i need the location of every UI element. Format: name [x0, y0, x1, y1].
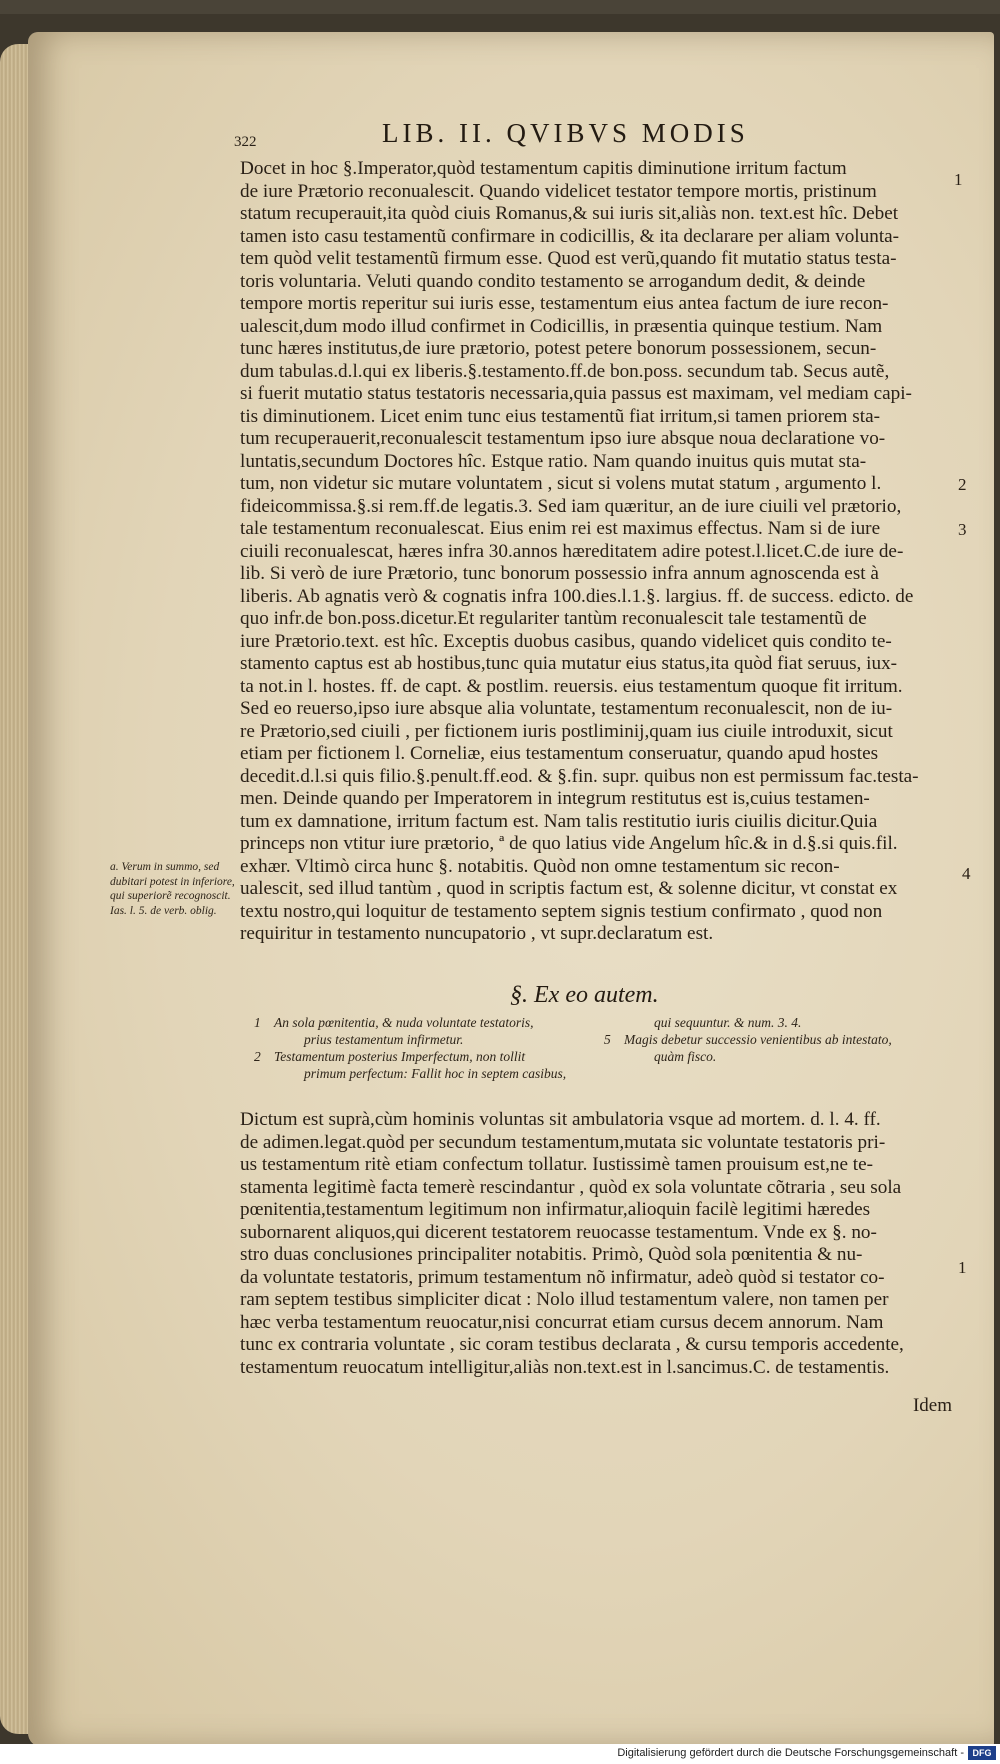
text-line: ta not.in l. hostes. ff. de capt. & postlim. reuersis. eius testamentum quoque fit irritum. [240, 675, 903, 697]
text-line: subornarent aliquos,qui dicerent testatorem reuocasse testamentum. Vnde ex §. no- [240, 1221, 877, 1243]
text-line: luntatis,secundum Doctores hîc. Estque ratio. Nam quando inuitus quis mutat sta- [240, 450, 867, 472]
text-line: liberis. Ab agnatis verò & cognatis infra 100.dies.l.1.§. largius. ff. de success. edicto. de [240, 585, 914, 607]
text-line: lib. Si verò de iure Prætorio, tunc bonorum possessio infra annum agnoscenda est à [240, 563, 879, 584]
text-line: quo infr.de bon.poss.dicetur.Et regulariter tantùm reconualescit tale testamentũ de [240, 608, 867, 629]
text-line: ualescit, sed illud tantùm , quod in scriptis factum est, & solenne dicitur, vt constat ex [240, 878, 898, 899]
text-line: stamento captus est ab hostibus,tunc quia mutatur eius status,ita quòd fiat seruus, iux- [240, 653, 898, 674]
page-number: 322 [234, 134, 257, 150]
section-summary [254, 1014, 954, 1094]
summary-item-text: Testamentum posterius Imperfectum, non tollit [274, 1049, 526, 1064]
summary-item [604, 1031, 954, 1065]
text-line: decedit.d.l.si quis filio.§.penult.ff.eod. & §.fin. supr. quibus non est permissum fac.testa- [240, 765, 919, 787]
summary-item-number: 5 [604, 1032, 611, 1047]
footer-bar [0, 1744, 1000, 1764]
text-line: tamen isto casu testamentũ confirmare in codicillis, & ita declarare per aliam volunta- [240, 225, 900, 247]
text-line: Dictum est suprà,cùm hominis voluntas sit ambulatoria vsque ad mortem. d. l. 4. ff. [240, 1109, 881, 1130]
margin-number: 2 [958, 475, 967, 494]
text-line: de adimen.legat.quòd per secundum testamentum,mutata sic voluntate testatoris pri- [240, 1131, 886, 1153]
summary-left-column [254, 1014, 594, 1082]
summary-item-text: Magis debetur successio venientibus ab intestato, [624, 1032, 892, 1047]
text-line: iure Prætorio.text. est hîc. Exceptis duobus casibus, quando videlicet quis condito te- [240, 630, 892, 652]
text-line: fideicommissa.§.si rem.ff.de legatis.3. Sed iam quæritur, an de iure ciuili vel prætorio, [240, 495, 902, 517]
margin-number: 1 [954, 170, 963, 189]
text-line: tum, non videtur sic mutare voluntatem , sicut si volens mutat statum , argumento l. [240, 473, 882, 494]
summary-item [254, 1048, 594, 1082]
footer-credit: Digitalisierung gefördert durch die Deutsche Forschungsgemeinschaft - [617, 1747, 964, 1759]
page-header [0, 118, 1000, 158]
text-line: tem quòd velit testamentũ firmum esse. Quod est verũ,quando fit mutatio status testa- [240, 248, 897, 269]
section-heading: §. Ex eo autem. [510, 982, 659, 1008]
margin-number: 3 [958, 520, 967, 539]
text-line: dum tabulas.d.l.qui ex liberis.§.testamento.ff.de bon.poss. secundum tab. Secus autẽ, [240, 360, 890, 382]
summary-item-number: 2 [254, 1049, 261, 1064]
text-line: si fuerit mutatio status testatoris necessaria,quia passus est maximam, vel mediam capi- [240, 383, 912, 404]
margin-number: 4 [962, 864, 971, 883]
text-line: stamenta legitimè facta temerè rescindantur , quòd ex sola voluntate cõtraria , seu sola [240, 1176, 902, 1198]
summary-item [254, 1014, 594, 1048]
summary-item [604, 1014, 954, 1031]
text-line: da voluntate testatoris, primum testamentum nõ infirmatur, adeò quòd si testator co- [240, 1266, 885, 1288]
text-line: hæc verba testamentum reuocatur,nisi concurrat etiam cursus decem annorum. Nam [240, 1311, 884, 1333]
text-line: toris voluntaria. Veluti quando condito testamento se arrogandum dedit, & deinde [240, 270, 866, 292]
summary-right-column [604, 1014, 954, 1065]
text-line: us testamentum ritè etiam confectum tollatur. Iustissimè tamen prouisum est,ne te- [240, 1154, 874, 1175]
text-line: pœnitentia,testamentum legitimum non infirmatur,alioquin facilè legitimi hæredes [240, 1199, 871, 1220]
text-line: ualescit,dum modo illud confirmet in Codicillis, in præsentia quinque testium. Nam [240, 315, 883, 337]
text-line: ciuili reconualescat, hæres infra 30.annos hæreditatem adire potest.l.licet.C.de iure de- [240, 540, 904, 562]
text-line: tum ex damnatione, irritum factum est. Nam talis restitutio iuris ciuilis dicitur.Quia [240, 810, 878, 832]
text-line: Docet in hoc §.Imperator,quòd testamentum capitis diminutione irritum factum [240, 158, 847, 179]
text-line: requiritur in testamento nuncupatorio , vt supr.declaratum est. [240, 923, 714, 944]
text-line: tunc ex contraria voluntate , sic coram testibus declarata , & cursu temporis accedente, [240, 1334, 904, 1355]
text-line: statum recuperauit,ita quòd ciuis Romanus,& sui iuris sit,aliàs non. text.est hîc. Debet [240, 203, 899, 224]
text-line: tis diminutionem. Licet enim tunc eius testamentũ fiat irritum,si tamen priorem sta- [240, 405, 880, 427]
text-line: tale testamentum reconualescat. Eius enim rei est maximus effectus. Nam si de iure [240, 518, 881, 539]
body-text-main [240, 158, 958, 946]
summary-item-text: An sola pœnitentia, & nuda voluntate testatoris, [274, 1015, 534, 1030]
text-line: princeps non vtitur iure prætorio, ª de quo latius vide Angelum hîc.& in d.§.si quis.fil. [240, 833, 898, 854]
text-line: exhær. Vltimò circa hunc §. notabitis. Quòd non omne testamentum sic recon- [240, 855, 840, 877]
margin-number: 1 [958, 1258, 967, 1277]
text-line: de iure Prætorio reconualescit. Quando videlicet testator tempore mortis, pristinum [240, 180, 877, 202]
summary-item-continuation: quàm fisco. [654, 1049, 717, 1064]
text-line: re Prætorio,sed ciuili , per fictionem iuris postliminij,quam ius ciuile introduxit, sicut [240, 720, 893, 742]
text-line: textu nostro,qui loquitur de testamento septem signis testium confirmato , quod non [240, 900, 883, 922]
dfg-logo: DFG [968, 1746, 996, 1760]
text-line: ram septem testibus simpliciter dicat : Nolo illud testamentum valere, non tamen per [240, 1289, 889, 1310]
summary-item-text: qui sequuntur. & num. 3. 4. [654, 1015, 802, 1030]
summary-item-continuation: prius testamentum infirmetur. [304, 1032, 464, 1047]
text-line: men. Deinde quando per Imperatorem in integrum restitutus est is,cuius testamen- [240, 788, 870, 809]
text-line: etiam per fictionem l. Corneliæ, eius testamentum conseruatur, quando apud hostes [240, 743, 879, 764]
running-title: LIB. II. QVIBVS MODIS [382, 118, 749, 148]
body-text-second [240, 1109, 958, 1379]
text-line: tum recuperauerit,reconualescit testamentum ipso iure absque noua declaratione vo- [240, 428, 886, 449]
text-line: testamentum reuocatum intelligitur,aliàs non.text.est in l.sancimus.C. de testamentis. [240, 1356, 890, 1378]
text-line: tempore mortis reperitur sui iuris esse, testamentum eius antea factum de iure recon- [240, 293, 889, 314]
summary-item-number: 1 [254, 1015, 261, 1030]
side-note: a. Verum in summo, sed dubitari potest in inferiore, qui superiorẽ recognoscit. Ias. l. 5. de verb. oblig. [110, 861, 235, 917]
text-line: tunc hæres institutus,de iure prætorio, potest petere bonorum possessionem, secun- [240, 338, 877, 359]
text-line: stro duas conclusiones principaliter notabitis. Primò, Quòd sola pœnitentia & nu- [240, 1244, 863, 1265]
summary-item-continuation: primum perfectum: Fallit hoc in septem casibus, [304, 1066, 567, 1081]
catchword: Idem [912, 1395, 952, 1416]
text-line: Sed eo reuerso,ipso iure absque alia voluntate, testamentum reconualescit, non de iu- [240, 698, 893, 719]
